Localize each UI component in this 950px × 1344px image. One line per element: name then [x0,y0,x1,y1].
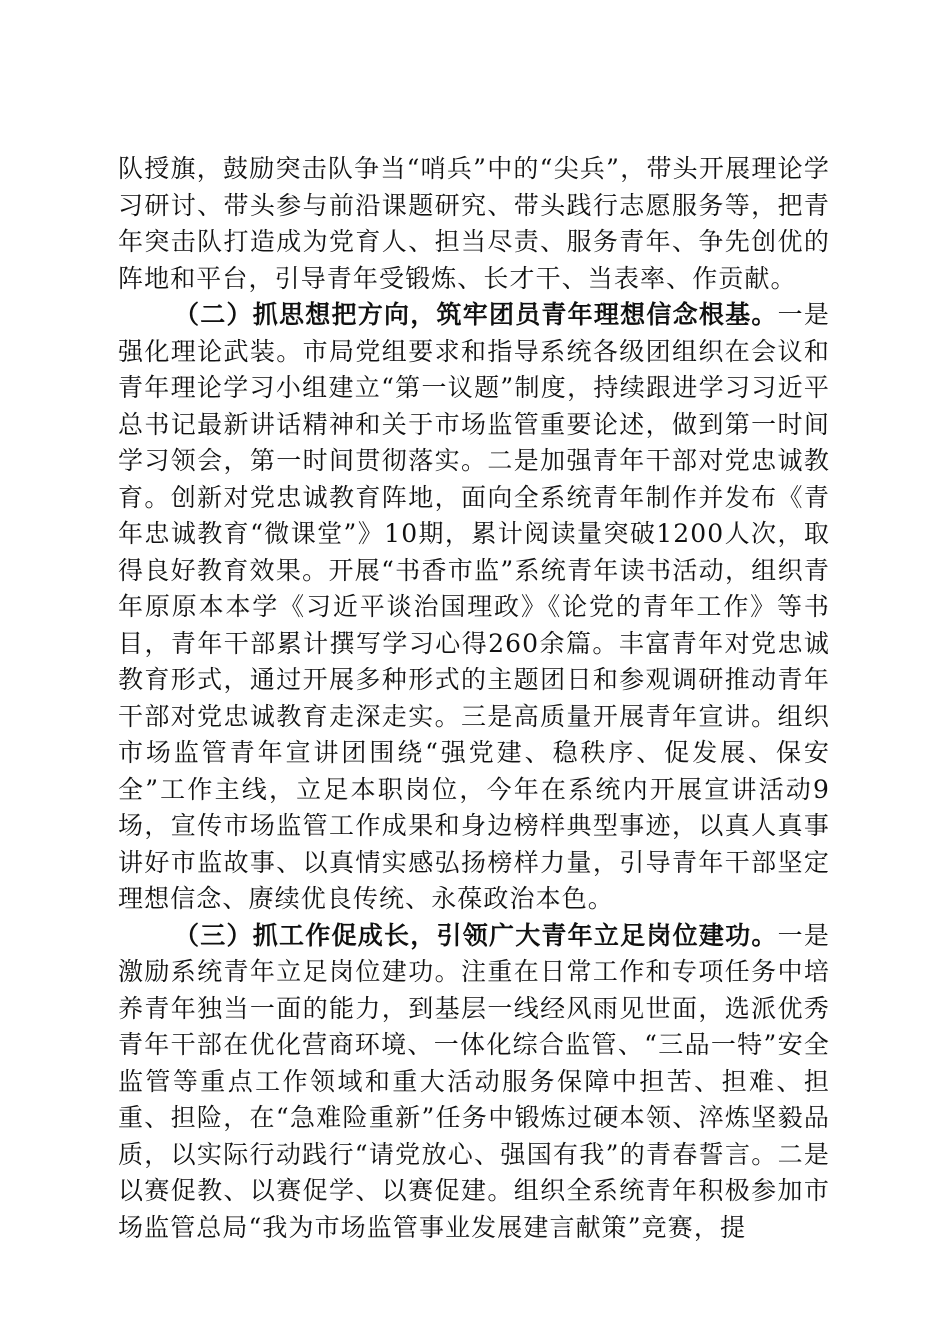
paragraph-3-text: 一是激励系统青年立足岗位建功。注重在日常工作和专项任务中培养青年独当一面的能力，到基层一线经风雨见世面，选派优秀青年干部在优化营商环境、一体化综合监管、“三品一特”安全监管等重点工作领域和重大活动服务保障中担苦、担难、担重、担险，在“急难险重新”任务中锻炼过硬本领、淬炼坚毅品质，以实际行动践行“请党放心、强国有我”的青春誓言。二是以赛促教、以赛促学、以赛促建。组织全系统青年积极参加市场监管总局“我为市场监管事业发展建言献策”竞赛，提 [118,920,831,1242]
paragraph-1-text: 队授旗，鼓励突击队争当“哨兵”中的“尖兵”，带头开展理论学习研讨、带头参与前沿课题研究、带头践行志愿服务等，把青年突击队打造成为党育人、担当尽责、服务青年、争先创优的阵地和平台，引导青年受锻炼、长才干、当表率、作贡献。 [118,154,830,293]
section-heading-2: （二）抓思想把方向，筑牢团员青年理想信念根基。 [174,300,778,329]
paragraph-3 [118,918,830,1247]
document-body [118,151,830,1246]
paragraph-1 [118,151,830,297]
section-heading-3: （三）抓工作促成长，引领广大青年立足岗位建功。 [174,920,778,950]
paragraph-2-text: 一是强化理论武装。市局党组要求和指导系统各级团组织在会议和青年理论学习小组建立“第一议题”制度，持续跟进学习习近平总书记最新讲话精神和关于市场监管重要论述，做到第一时间学习领会，第一时间贯彻落实。二是加强青年干部对党忠诚教育。创新对党忠诚教育阵地，面向全系统青年制作并发布《青年忠诚教育“微课堂”》10期，累计阅读量突破1200人次，取得良好教育效果。开展“书香市监”系统青年读书活动，组织青年原原本本学《习近平谈治国理政》《论党的青年工作》等书目，青年干部累计撰写学习心得260余篇。丰富青年对党忠诚教育形式，通过开展多种形式的主题团日和参观调研推动青年干部对党忠诚教育走深走实。三是高质量开展青年宣讲。组织市场监管青年宣讲团围绕“强党建、稳秩序、促发展、保安全”工作主线，立足本职岗位，今年在系统内开展宣讲活动9场，宣传市场监管工作成果和身边榜样典型事迹，以真人真事讲好市监故事、以真情实感弘扬榜样力量，引导青年干部坚定理想信念、赓续优良传统、永葆政治本色。 [118,300,831,913]
paragraph-2 [118,297,830,918]
